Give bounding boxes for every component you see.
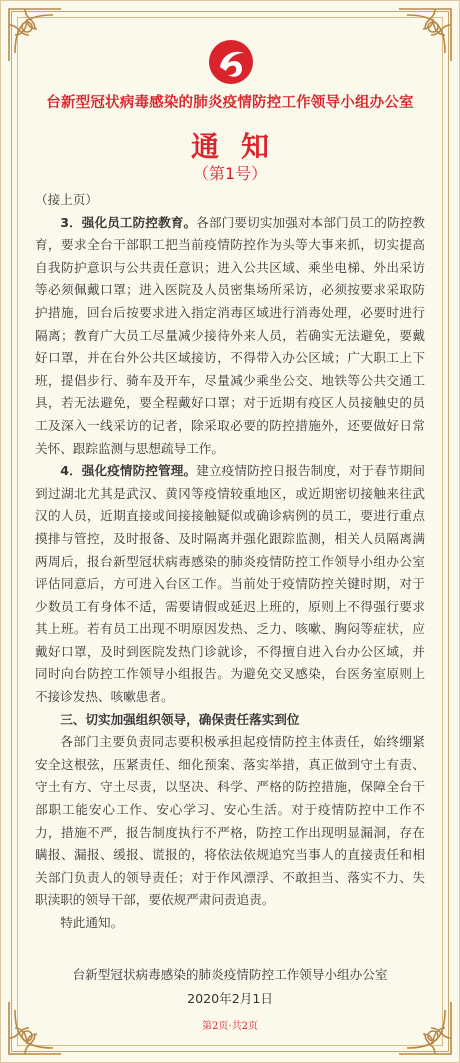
- issuing-organization: 台新型冠状病毒感染的肺炎疫情防控工作领导小组办公室: [46, 95, 414, 111]
- page-number: 第2页·共2页: [202, 1021, 258, 1032]
- section-paragraph: [35, 212, 425, 461]
- issue-date: 2020年2月1日: [187, 991, 273, 1006]
- section-heading: 三、切实加强组织领导，确保责任落实到位: [60, 711, 300, 727]
- signer: 台新型冠状病毒感染的肺炎疫情防控工作领导小组办公室: [72, 967, 388, 982]
- section-text: 建立疫情防控日报告制度，对于春节期间到过湖北尤其是武汉、黄冈等疫情较重地区，或近期密切接触来往武汉的人员，近期直接或间接接触疑似或确诊病例的员工，要进行重点摸排与管控，及时报备、及时隔离并强化跟踪监测，相关人员隔离满两周后，报台新型冠状病毒感染的肺炎疫情防控工作领导小组办公室评估同意后，方可进入台区工作。当前处于疫情防控关键时期，对于少数员工有身体不适，需要请假或延迟上班的，原则上不得强行要求其上班。若有员工出现不明原因发热、乏力、咳嗽、胸闷等症状，应戴好口罩，及时到医院发热门诊就诊，不得擅自进入台办公区域，并同时向台防控工作领导小组报告。为避免交叉感染，台医务室原则上不接诊发热、咳嗽患者。: [35, 463, 425, 705]
- closing-line: 特此通知。: [60, 915, 124, 930]
- page-title: 通知: [190, 130, 291, 163]
- section-text: 各部门主要负责同志要积极承担起疫情防控主体责任，始终绷紧安全这根弦，压紧责任、细化预案、落实举措，真正做到守土有责、守土有方、守土尽责，以坚决、科学、严格的防控措施，保障全台干部职工能安心工作、安心学习、安心生活。对于疫情防控中工作不力，措施不严，报告制度执行不严格，防控工作出现明显漏洞，存在瞒报、漏报、缓报、谎报的，将依法依规追究当事人的直接责任和相关部门负责人的领导责任；对于作风漂浮、不敢担当、落实不力、失职渎职的领导干部，要依规严肃问责追责。: [35, 734, 425, 908]
- section-text: 各部门要切实加强对本部门员工的防控教育，要求全台干部职工把当前疫情防控作为头等大事来抓，切实提高自我防护意识与公共责任意识；进入公共区域、乘坐电梯、外出采访等必须佩戴口罩；进入医院及人员密集场所采访，必须按要求采取防护措施，回台后按要求进入指定消毒区域进行消毒处理，必要时进行隔离；教育广大员工尽量减少接待外来人员，若确实无法避免，要戴好口罩，并在台外公共区域接访，不得带入办公区域；广大职工上下班，提倡步行、骑车及开车，尽量减少乘坐公交、地铁等公共交通工具，若无法避免，要全程戴好口罩；对于近期有疫区人员接触史的员工及深入一线采访的记者，除采取必要的防控措施外，还要做好日常关怀、跟踪监测与思想疏导工作。: [35, 214, 425, 456]
- section-heading: 4．强化疫情防控管理。: [60, 463, 197, 479]
- section-paragraph: [35, 460, 425, 709]
- section-heading: 3．强化员工防控教育。: [60, 214, 197, 230]
- signature-block: [1, 963, 459, 1011]
- document-number: （第1号）: [192, 164, 268, 183]
- broadcaster-logo-icon: [208, 39, 254, 85]
- ornamental-corner-icon: [395, 5, 455, 65]
- continued-note: （接上页）: [35, 192, 98, 207]
- notice-body: [35, 189, 425, 935]
- ornamental-corner-icon: [5, 5, 65, 65]
